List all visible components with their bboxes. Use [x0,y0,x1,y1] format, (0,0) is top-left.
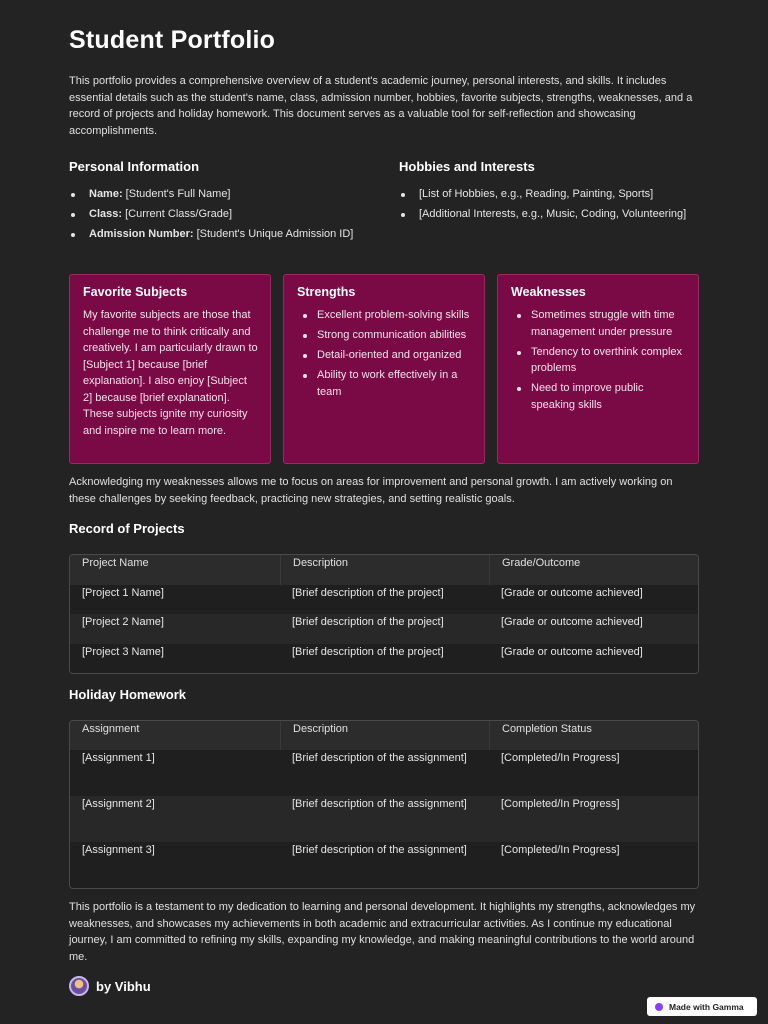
field-label: Class: [89,208,123,220]
author-byline[interactable] [69,975,151,997]
hobbies-heading: Hobbies and Interests [399,159,535,174]
table-cell: [Brief description of the project] [280,614,489,644]
list-item: Sometimes struggle with time management under pressure [511,307,686,340]
badge-label: Made with Gamma [669,1001,744,1012]
list-item [69,206,369,223]
gamma-logo-icon [655,1003,663,1011]
homework-table [69,720,699,889]
intro-paragraph: This portfolio provides a comprehensive overview of a student's academic journey, personal interests, and skills. It includes essential details such as the student's name, class, admission number, hobbies, favorite subjects, strengths, weaknesses, and a record of projects and holiday homework. This document serves as a valuable tool for self-reflection and showcasing accomplishments. [69,75,693,137]
column-header: Description [280,555,489,585]
acknowledgement-paragraph: Acknowledging my weaknesses allows me to focus on areas for improvement and personal growth. I am actively working on these challenges by seeking feedback, practicing new strategies, and setting realistic goals. [69,476,673,505]
page-title: Student Portfolio [69,26,276,54]
table-row [70,644,698,674]
column-header: Assignment [70,721,280,750]
card-heading: Weaknesses [511,285,586,299]
table-header-row [70,555,698,585]
table-row [70,750,698,796]
list-item: [Additional Interests, e.g., Music, Coding, Volunteering] [399,206,689,223]
list-item: Ability to work effectively in a team [297,367,472,400]
table-cell: [Grade or outcome achieved] [489,644,698,674]
avatar [69,976,89,996]
column-header: Completion Status [489,721,698,750]
card-heading: Strengths [297,285,356,299]
column-header: Grade/Outcome [489,555,698,585]
table-cell: [Brief description of the project] [280,585,489,615]
author-name: by Vibhu [96,978,151,994]
table-row [70,796,698,842]
table-cell: [Grade or outcome achieved] [489,614,698,644]
table-cell: [Assignment 3] [70,842,280,888]
list-item: Detail-oriented and organized [297,347,472,364]
field-label: Name: [89,188,123,200]
table-cell: [Assignment 2] [70,796,280,842]
field-value: [Student's Unique Admission ID] [193,228,354,240]
table-row [70,842,698,888]
table-cell: [Brief description of the assignment] [280,842,489,888]
list-item [69,226,369,243]
list-item: Tendency to overthink complex problems [511,344,686,377]
list-item: Need to improve public speaking skills [511,380,686,413]
field-value: [Student's Full Name] [122,188,231,200]
card-heading: Favorite Subjects [83,285,188,299]
projects-table [69,554,699,674]
table-cell: [Project 1 Name] [70,585,280,615]
hobbies-section [399,159,689,226]
cards-row [69,274,699,464]
weaknesses-card [497,274,699,464]
made-with-gamma-badge[interactable] [647,997,757,1016]
table-row [70,614,698,644]
table-cell: [Project 2 Name] [70,614,280,644]
strengths-list [297,307,472,400]
card-text: My favorite subjects are those that challenge me to think critically and creatively. I am particularly drawn to [Subject 1] because [brief explanation]. I also enjoy [Subject 2] because [brief explanation]. These subjects ignite my curiosity and inspire me to learn more. [83,309,258,437]
table-header-row [70,721,698,750]
weaknesses-list [511,307,686,413]
column-header: Project Name [70,555,280,585]
hobbies-list [399,186,689,223]
table-cell: [Completed/In Progress] [489,842,698,888]
table-cell: [Brief description of the assignment] [280,750,489,796]
personal-information-heading: Personal Information [69,159,200,174]
list-item [69,186,369,203]
column-header: Description [280,721,489,750]
field-value: [Current Class/Grade] [122,208,233,220]
table-cell: [Project 3 Name] [70,644,280,674]
table-cell: [Completed/In Progress] [489,796,698,842]
homework-heading: Holiday Homework [69,687,187,702]
table-cell: [Brief description of the assignment] [280,796,489,842]
table-cell: [Completed/In Progress] [489,750,698,796]
strengths-card [283,274,485,464]
list-item: Excellent problem-solving skills [297,307,472,324]
personal-information-section [69,159,369,246]
list-item: Strong communication abilities [297,327,472,344]
table-cell: [Assignment 1] [70,750,280,796]
table-cell: [Grade or outcome achieved] [489,585,698,615]
projects-heading: Record of Projects [69,521,185,536]
personal-information-list [69,186,369,243]
table-row [70,585,698,615]
table-cell: [Brief description of the project] [280,644,489,674]
field-label: Admission Number: [89,228,194,240]
list-item: [List of Hobbies, e.g., Reading, Painting, Sports] [399,186,689,203]
favorite-subjects-card [69,274,271,464]
closing-paragraph: This portfolio is a testament to my dedication to learning and personal development. It highlights my strengths, acknowledges my weaknesses, and showcases my achievements in both academic and extracurricular activities. As I continue my educational journey, I am committed to refining my skills, expanding my knowledge, and making meaningful contributions to the world around me. [69,901,696,963]
